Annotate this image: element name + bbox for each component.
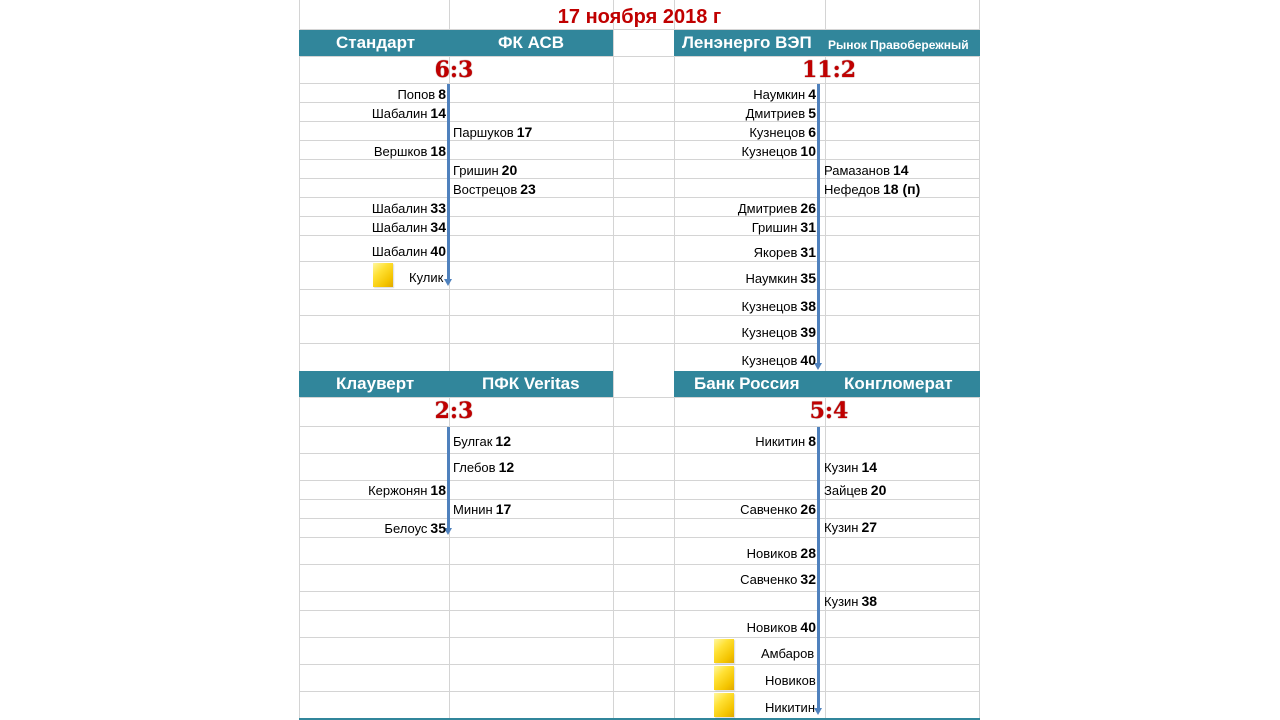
grid-line [299,537,980,538]
match-score: 2:3 [434,398,474,424]
match-score: 6:3 [434,57,474,83]
goal-minute: 8 [808,433,816,449]
goal-event [368,481,446,499]
goal-minute: 39 [800,324,816,340]
goal-minute: 31 [800,244,816,260]
goal-minute: 23 [520,181,536,197]
scorer-name: Глебов [453,460,496,475]
grid-line [299,0,300,720]
goal-minute: 27 [861,519,878,535]
card-player-name: Кулик [409,270,444,285]
timeline-arrow [817,427,820,709]
goal-minute: 31 [800,219,816,235]
goal-minute: 17 [495,501,512,517]
scorer-name: Кержонян [368,483,428,498]
scorer-name: Кузин [824,594,859,609]
scorer-name: Шабалин [371,220,428,235]
goal-event [747,544,816,562]
away-team-name: Рынок Правобережный [828,38,969,52]
grid-line [299,289,980,290]
goal-minute: 14 [861,459,878,475]
goal-minute: 35 [430,520,446,536]
goal-event [372,218,446,236]
grid-line [299,499,980,500]
goal-event [747,618,816,636]
goal-event [742,142,816,160]
goal-event [372,199,446,217]
goal-event [753,85,816,103]
goal-minute: 32 [800,571,816,587]
goal-minute: 38 [800,298,816,314]
away-team-name: ПФК Veritas [482,374,580,393]
grid-line [979,0,980,720]
scorer-name: Якорев [753,245,798,260]
goal-event [824,592,877,610]
goal-minute: 40 [800,619,816,635]
goal-event [824,458,877,476]
goal-minute: 14 [893,162,909,178]
grid-line [299,83,980,84]
goal-event [752,218,816,236]
grid-line [299,343,980,344]
goal-minute: 6 [808,124,816,140]
timeline-arrow [817,84,820,364]
grid-line [299,453,980,454]
goal-minute: 8 [438,86,446,102]
scorer-name: Кузин [824,520,859,535]
goal-event [453,161,517,179]
goal-event [453,458,514,476]
grid-line [299,691,980,692]
goal-minute: 38 [861,593,878,609]
yellow-card-icon [714,693,734,717]
goal-minute: 33 [430,200,446,216]
goal-minute: 12 [498,459,515,475]
goal-event [384,519,446,537]
goal-event [453,432,511,450]
scorer-name: Савченко [740,502,798,517]
away-team-name: ФК АСВ [498,33,565,52]
grid-line [299,140,980,141]
grid-line [674,0,675,720]
goal-minute: 26 [800,501,816,517]
goal-minute: 35 [800,270,816,286]
scorer-name: Новиков [746,620,798,635]
scorer-name: Белоус [384,521,428,536]
goal-minute: 20 [501,162,518,178]
goal-event [749,123,816,141]
scorer-name: Вострецов [453,182,518,197]
goal-event [740,500,816,518]
grid-line [825,0,826,720]
grid-line [613,0,614,720]
goal-event [453,500,511,518]
scorer-name: Наумкин [753,87,806,102]
goal-event [372,242,446,260]
goal-event [372,104,446,122]
grid-line [299,261,980,262]
goal-minute: 20 [870,482,887,498]
goal-minute: 26 [800,200,816,216]
goal-event [742,351,816,369]
scorer-name: Савченко [740,572,798,587]
grid-line [299,591,980,592]
grid-line [299,610,980,611]
scorer-name: Никитин [755,434,806,449]
scorer-name: Гришин [453,163,499,178]
home-team-name: Клауверт [336,374,415,393]
grid-line [299,426,980,427]
goal-minute: 4 [808,86,816,102]
grid-line [299,664,980,665]
scorer-name: Кузнецов [741,144,798,159]
card-player-name: Новиков [765,673,816,688]
yellow-card-icon [714,666,734,690]
goal-event [755,432,816,450]
grid-line [299,637,980,638]
scorer-name: Кузнецов [749,125,806,140]
goal-minute: 14 [430,105,446,121]
timeline-arrow [447,84,450,280]
goal-event [824,180,920,198]
scorer-name: Попов [397,87,436,102]
card-player-name: Амбаров [761,646,815,661]
page-title: 17 ноября 2018 г [557,6,722,28]
scorer-name: Нефедов [824,182,880,197]
yellow-card-icon [714,639,734,663]
goal-minute: 40 [800,352,816,368]
scorer-name: Гришин [751,220,798,235]
scorer-name: Кузнецов [741,353,798,368]
goal-event [824,161,909,179]
goal-minute: 18 [430,482,446,498]
goal-minute: 28 [800,545,816,561]
goal-event [746,104,816,122]
card-player-name: Никитин [765,700,815,715]
goal-event [453,180,536,198]
goal-minute: 34 [430,219,446,235]
home-team-name: Стандарт [336,33,416,52]
scorer-name: Наумкин [745,271,798,286]
goal-event [746,269,816,287]
scorer-name: Шабалин [371,201,428,216]
away-team-name: Конгломерат [844,374,953,393]
scorer-name: Рамазанов [824,163,890,178]
goal-event [824,518,877,536]
goal-event [754,243,816,261]
goal-event [397,85,446,103]
goal-event [742,297,816,315]
scorer-name: Дмитриев [737,201,798,216]
scorer-name: Шабалин [371,244,428,259]
goal-minute: 17 [516,124,533,140]
goal-minute: 18 [430,143,446,159]
match-score: 11:2 [801,57,857,83]
grid-line [299,315,980,316]
home-team-name: Банк Россия [694,374,800,393]
goal-minute: 10 [800,143,816,159]
goal-event [740,570,816,588]
grid-line [299,564,980,565]
goal-event [374,142,446,160]
scorer-name: Кузин [824,460,859,475]
goal-event [453,123,532,141]
goal-minute: 5 [808,105,816,121]
goal-event [738,199,816,217]
yellow-card-icon [373,263,393,287]
goal-minute: 18 (п) [882,181,921,197]
goal-minute: 12 [495,433,511,449]
scorer-name: Новиков [746,546,798,561]
results-sheet [299,0,980,720]
timeline-arrow [447,427,450,529]
goal-event [742,323,816,341]
scorer-name: Булгак [453,434,493,449]
match-score: 5:4 [809,398,849,424]
scorer-name: Минин [453,502,493,517]
scorer-name: Вершков [373,144,428,159]
scorer-name: Зайцев [824,483,868,498]
goal-minute: 40 [430,243,446,259]
scorer-name: Кузнецов [741,325,798,340]
scorer-name: Шабалин [371,106,428,121]
goal-event [824,481,886,499]
scorer-name: Кузнецов [741,299,798,314]
scorer-name: Дмитриев [745,106,806,121]
scorer-name: Паршуков [453,125,514,140]
home-team-name: Ленэнерго ВЭП [682,33,812,52]
